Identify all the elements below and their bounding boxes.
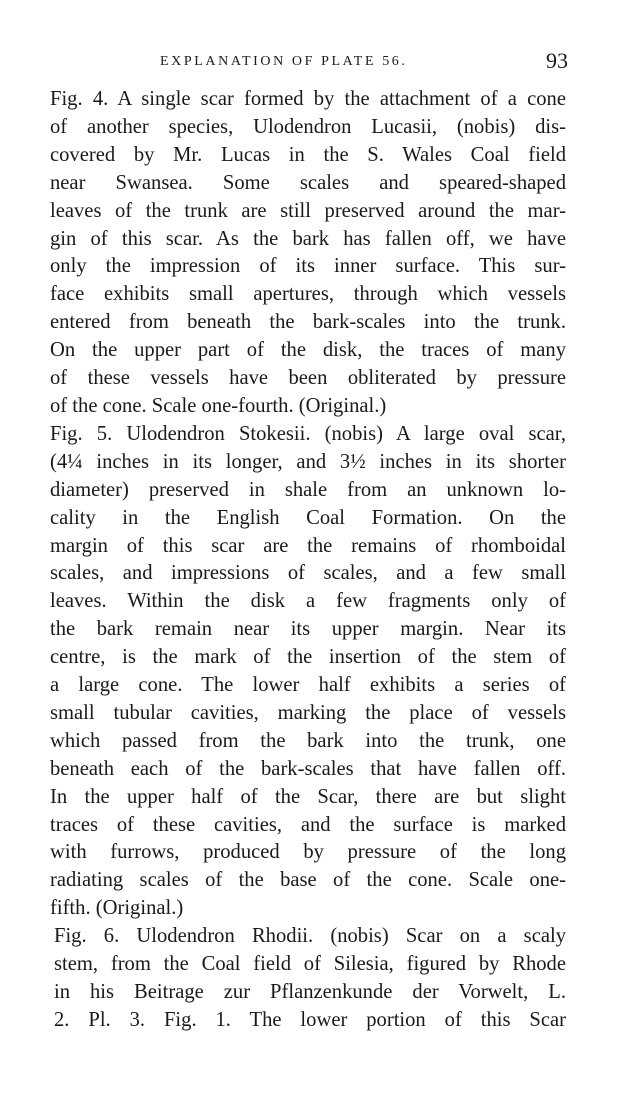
text-line: Fig. 6. Ulodendron Rhodii. (nobis) Scar on a scaly xyxy=(54,925,566,948)
text-line: the bark remain near its upper margin. Near its xyxy=(50,618,566,641)
text-line: beneath each of the bark-scales that have fallen off. xyxy=(50,757,566,780)
text-line: diameter) preserved in shale from an unknown lo- xyxy=(50,478,566,501)
text-line: gin of this scar. As the bark has fallen off, we have xyxy=(50,227,566,250)
text-line: of the cone. Scale one-fourth. (Original.) xyxy=(50,394,387,417)
text-line: traces of these cavities, and the surface is marked xyxy=(50,813,566,836)
text-line: (4¼ inches in its longer, and 3½ inches in its shorter xyxy=(50,450,566,473)
text-line: a large cone. The lower half exhibits a series of xyxy=(50,674,566,697)
text-line: only the impression of its inner surface. This sur- xyxy=(50,255,566,278)
text-line: in his Beitrage zur Pflanzenkunde der Vorwelt, L. xyxy=(54,981,566,1003)
text-line: leaves of the trunk are still preserved around the mar- xyxy=(50,199,566,222)
text-line: scales, and impressions of scales, and a few small xyxy=(50,562,566,585)
text-line: leaves. Within the disk a few fragments only of xyxy=(50,590,566,613)
text-line: entered from beneath the bark-scales into the trunk. xyxy=(50,311,566,334)
text-line: radiating scales of the base of the cone. Scale one- xyxy=(50,869,566,892)
figure-entry-6 xyxy=(50,923,566,1035)
text-line: cality in the English Coal Formation. On the xyxy=(50,506,566,529)
text-line: with furrows, produced by pressure of the long xyxy=(50,841,566,864)
text-line: On the upper part of the disk, the traces of many xyxy=(50,339,566,362)
text-line: near Swansea. Some scales and speared-shaped xyxy=(50,171,566,194)
text-line: Fig. 5. Ulodendron Stokesii. (nobis) A large oval scar, xyxy=(50,422,566,445)
text-line: small tubular cavities, marking the place of vessels xyxy=(50,701,566,724)
text-line: margin of this scar are the remains of rhomboidal xyxy=(50,534,566,557)
text-line: Fig. 4. A single scar formed by the attachment of a cone xyxy=(50,88,566,110)
text-line: centre, is the mark of the insertion of the stem of xyxy=(50,646,566,669)
text-line: covered by Mr. Lucas in the S. Wales Coal field xyxy=(50,143,566,166)
text-line: which passed from the bark into the trunk, one xyxy=(50,729,566,752)
text-line: 2. Pl. 3. Fig. 1. The lower portion of this Scar xyxy=(54,1008,566,1031)
figure-entry-4 xyxy=(50,86,566,421)
running-header xyxy=(160,48,568,78)
page-number: 93 xyxy=(546,48,568,73)
text-line: In the upper half of the Scar, there are but slight xyxy=(50,785,566,808)
text-line: of these vessels have been obliterated by pressure xyxy=(50,367,566,390)
figure-entry-5 xyxy=(50,421,566,923)
running-title: EXPLANATION OF PLATE 56. xyxy=(160,54,408,69)
text-line: stem, from the Coal field of Silesia, figured by Rhode xyxy=(54,953,566,976)
text-line: fifth. (Original.) xyxy=(50,897,184,920)
text-line: of another species, Ulodendron Lucasii, (nobis) dis- xyxy=(50,115,566,138)
plate-explanation xyxy=(50,86,566,1035)
text-line: face exhibits small apertures, through which vessels xyxy=(50,283,566,306)
